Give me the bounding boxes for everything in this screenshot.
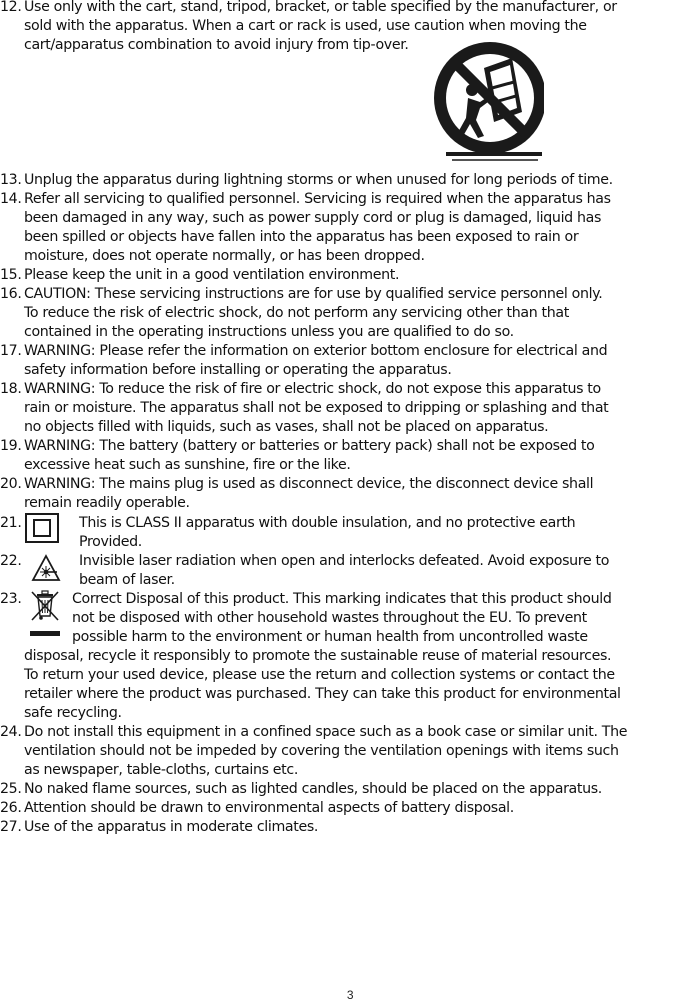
- item-number: 16.: [0, 286, 22, 302]
- item-text-line: retailer where the product was purchased. They can take this product for environmental: [24, 686, 621, 702]
- item-text-line: remain readily operable.: [24, 495, 190, 511]
- item-number: 21.: [0, 515, 22, 531]
- item-text-line: Correct Disposal of this product. This marking indicates that this product should: [72, 591, 612, 607]
- item-text-line: safety information before installing or operating the apparatus.: [24, 362, 452, 378]
- item-number: 13.: [0, 172, 22, 188]
- item-number: 18.: [0, 381, 22, 397]
- item-number: 19.: [0, 438, 22, 454]
- item-text-line: WARNING: Please refer the information on exterior bottom enclosure for electrical and: [24, 343, 608, 359]
- item-number: 26.: [0, 800, 22, 816]
- item-number: 23.: [0, 591, 22, 607]
- item-number: 24.: [0, 724, 22, 740]
- item-text-line: Do not install this equipment in a confined space such as a book case or similar unit. The: [24, 724, 628, 740]
- item-text-line: been damaged in any way, such as power supply cord or plug is damaged, liquid has: [24, 210, 602, 226]
- class-ii-double-square-icon: [25, 513, 59, 543]
- item-text-line: ventilation should not be impeded by covering the ventilation openings with items such: [24, 743, 619, 759]
- item-text-line: not be disposed with other household wastes throughout the EU. To prevent: [72, 610, 587, 626]
- page-number: 3: [346, 988, 354, 1002]
- item-number: 22.: [0, 553, 22, 569]
- cart-tip-over-warning-icon: [432, 40, 544, 164]
- item-text-line: possible harm to the environment or human health from uncontrolled waste: [72, 629, 588, 645]
- item-text-line: Please keep the unit in a good ventilation environment.: [24, 267, 400, 283]
- item-text-line: no objects filled with liquids, such as vases, shall not be placed on apparatus.: [24, 419, 549, 435]
- item-text-line: WARNING: To reduce the risk of fire or electric shock, do not expose this apparatus to: [24, 381, 601, 397]
- item-text-line: Attention should be drawn to environmental aspects of battery disposal.: [24, 800, 514, 816]
- item-text-line: WARNING: The mains plug is used as disconnect device, the disconnect device shall: [24, 476, 594, 492]
- item-text-line: disposal, recycle it responsibly to promote the sustainable reuse of material resources.: [24, 648, 612, 664]
- item-number: 15.: [0, 267, 22, 283]
- item-text-line: Invisible laser radiation when open and interlocks defeated. Avoid exposure to: [79, 553, 610, 569]
- item-number: 14.: [0, 191, 22, 207]
- laser-warning-triangle-icon: [31, 554, 61, 582]
- item-text-line: rain or moisture. The apparatus shall not be exposed to dripping or splashing and that: [24, 400, 609, 416]
- item-number: 25.: [0, 781, 22, 797]
- item-number: 12.: [0, 0, 22, 15]
- item-number: 17.: [0, 343, 22, 359]
- item-text-line: Provided.: [79, 534, 142, 550]
- item-text-line: To return your used device, please use the return and collection systems or contact the: [24, 667, 615, 683]
- item-text-line: WARNING: The battery (battery or batteries or battery pack) shall not be exposed to: [24, 438, 595, 454]
- item-text-line: Unplug the apparatus during lightning storms or when unused for long periods of time.: [24, 172, 613, 188]
- item-text-line: excessive heat such as sunshine, fire or the like.: [24, 457, 351, 473]
- item-text-line: Refer all servicing to qualified personnel. Servicing is required when the apparatus has: [24, 191, 611, 207]
- item-text-line: Use of the apparatus in moderate climates.: [24, 819, 319, 835]
- item-text-line: been spilled or objects have fallen into the apparatus has been exposed to rain or: [24, 229, 579, 245]
- item-text-line: safe recycling.: [24, 705, 122, 721]
- item-text-line: CAUTION: These servicing instructions are for use by qualified service personnel only.: [24, 286, 603, 302]
- item-text-line: sold with the apparatus. When a cart or rack is used, use caution when moving the: [24, 18, 587, 34]
- item-number: 20.: [0, 476, 22, 492]
- item-text-line: beam of laser.: [79, 572, 175, 588]
- item-text-line: Use only with the cart, stand, tripod, bracket, or table specified by the manufacturer, or: [24, 0, 617, 15]
- item-text-line: This is CLASS II apparatus with double insulation, and no protective earth: [79, 515, 576, 531]
- item-text-line: To reduce the risk of electric shock, do not perform any servicing other than that: [24, 305, 569, 321]
- item-text-line: contained in the operating instructions unless you are qualified to do so.: [24, 324, 514, 340]
- item-number: 27.: [0, 819, 22, 835]
- item-text-line: cart/apparatus combination to avoid injury from tip-over.: [24, 37, 409, 53]
- item-text-line: moisture, does not operate normally, or has been dropped.: [24, 248, 425, 264]
- crossed-out-wheelie-bin-icon: [28, 588, 62, 640]
- item-text-line: as newspaper, table-cloths, curtains etc.: [24, 762, 299, 778]
- item-text-line: No naked flame sources, such as lighted candles, should be placed on the apparatus.: [24, 781, 602, 797]
